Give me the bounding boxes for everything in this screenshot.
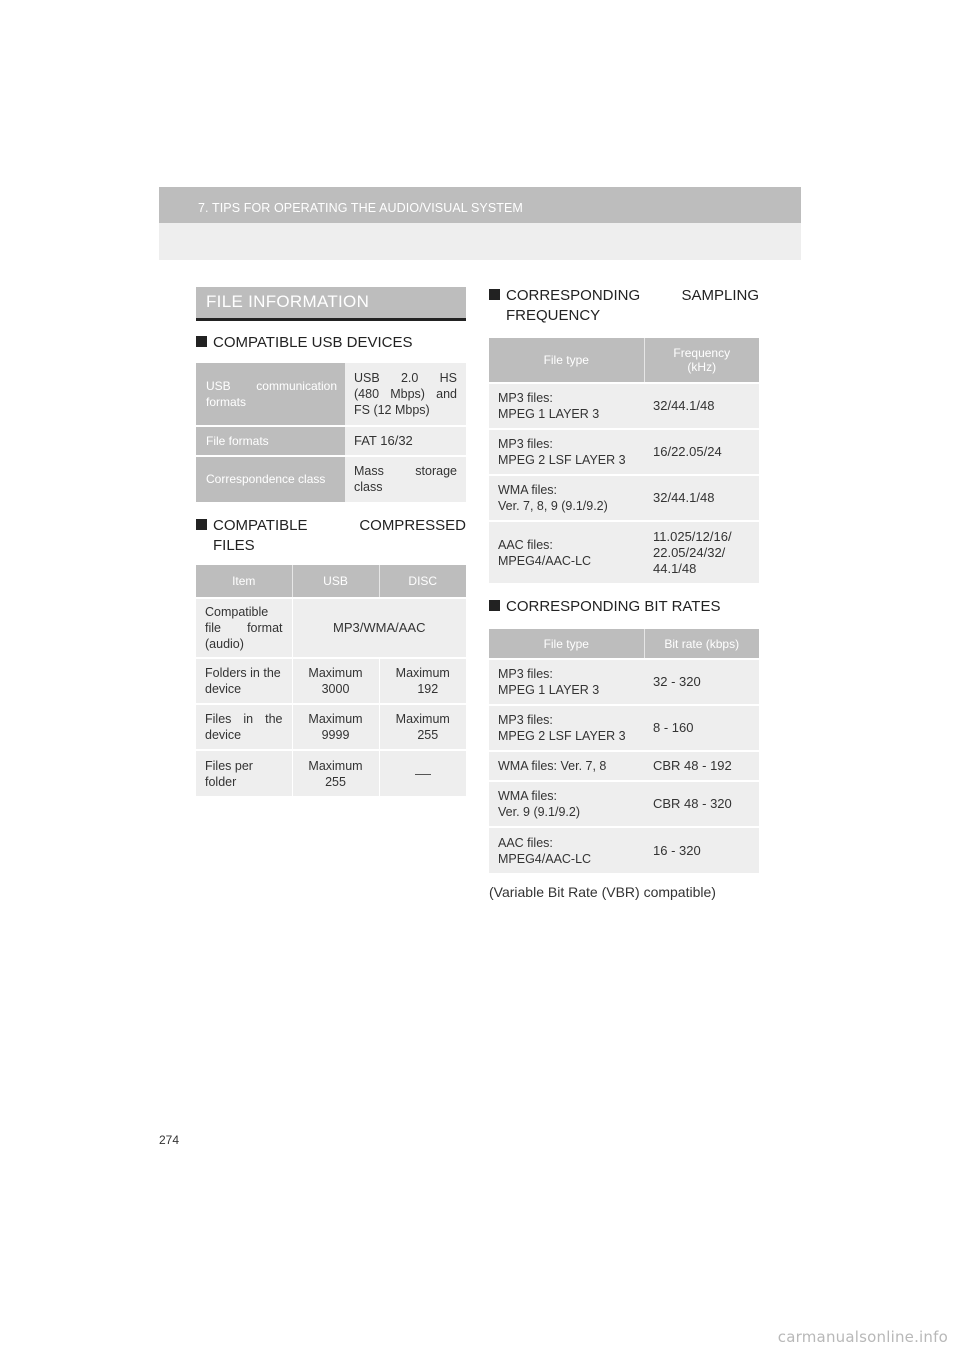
table-row <box>196 426 466 456</box>
col-header-bit-rate: Bit rate (kbps) <box>644 629 759 659</box>
file-type-cell: WMA files: Ver. 7, 8 <box>489 751 644 781</box>
bit-rate-cell: CBR 48 - 192 <box>644 751 759 781</box>
square-bullet-icon <box>489 600 500 611</box>
table-row <box>196 598 466 658</box>
chapter-header <box>159 187 801 260</box>
col-header-file-type: File type <box>489 338 644 383</box>
sampling-table <box>489 338 759 583</box>
bit-rate-cell: 16 - 320 <box>644 827 759 873</box>
usb-comm-value: USB 2.0 HS (480 Mbps) and FS (12 Mbps) <box>345 363 466 426</box>
item-cell: Folders in the device <box>196 658 292 704</box>
col-header-disc: DISC <box>379 565 466 598</box>
file-formats-label: File formats <box>196 426 345 456</box>
frequency-cell: 32/44.1/48 <box>644 383 759 429</box>
file-type-cell: WMA files: Ver. 9 (9.1/9.2) <box>489 781 644 827</box>
file-type-cell: MP3 files: MPEG 1 LAYER 3 <box>489 659 644 705</box>
col-header-item: Item <box>196 565 292 598</box>
dash-mark <box>415 774 431 775</box>
square-bullet-icon <box>196 519 207 530</box>
table-row <box>489 827 759 873</box>
page-number: 274 <box>159 1133 180 1147</box>
compressed-files-heading: COMPATIBLE COMPRESSED FILES <box>196 516 466 556</box>
compressed-files-table <box>196 565 466 796</box>
square-bullet-icon <box>489 289 500 300</box>
usb-comm-label: USB communication formats <box>196 363 345 426</box>
frequency-cell: 11.025/12/16/ 22.05/24/32/ 44.1/48 <box>644 521 759 583</box>
disc-value-cell: Maximum 255 <box>379 704 466 750</box>
usb-value-cell: Maximum 9999 <box>292 704 379 750</box>
table-row <box>489 383 759 429</box>
sampling-heading: CORRESPONDING SAMPLING FREQUENCY <box>489 286 759 326</box>
table-row <box>196 363 466 426</box>
file-type-cell: WMA files: Ver. 7, 8, 9 (9.1/9.2) <box>489 475 644 521</box>
col-header-usb: USB <box>292 565 379 598</box>
correspondence-class-value: Mass storage class <box>345 456 466 502</box>
table-row <box>489 751 759 781</box>
bitrates-heading: CORRESPONDING BIT RATES <box>489 597 759 617</box>
usb-devices-table <box>196 362 466 502</box>
section-title-box <box>196 287 466 321</box>
vbr-note: (Variable Bit Rate (VBR) compatible) <box>489 884 716 900</box>
table-row <box>489 475 759 521</box>
bit-rate-cell: 8 - 160 <box>644 705 759 751</box>
item-cell: Files in the device <box>196 704 292 750</box>
frequency-cell: 16/22.05/24 <box>644 429 759 475</box>
table-row <box>489 705 759 751</box>
chapter-title: 7. TIPS FOR OPERATING THE AUDIO/VISUAL SYSTEM <box>198 201 523 215</box>
correspondence-class-label: Correspondence class <box>196 456 345 502</box>
table-row <box>196 704 466 750</box>
section-title: FILE INFORMATION <box>206 292 370 311</box>
table-row <box>489 781 759 827</box>
merged-value-cell: MP3/WMA/AAC <box>292 598 466 658</box>
table-header-row <box>489 629 759 659</box>
disc-value-cell <box>379 750 466 796</box>
usb-value-cell: Maximum 3000 <box>292 658 379 704</box>
table-row <box>196 750 466 796</box>
bitrates-table <box>489 629 759 873</box>
item-cell: Files per folder <box>196 750 292 796</box>
disc-value-cell: Maximum 192 <box>379 658 466 704</box>
file-type-cell: MP3 files: MPEG 2 LSF LAYER 3 <box>489 429 644 475</box>
table-row <box>489 659 759 705</box>
usb-value-cell: Maximum 255 <box>292 750 379 796</box>
table-row <box>196 658 466 704</box>
bit-rate-cell: CBR 48 - 320 <box>644 781 759 827</box>
table-row <box>489 521 759 583</box>
chapter-header-bar <box>159 187 801 223</box>
file-type-cell: AAC files: MPEG4/AAC-LC <box>489 521 644 583</box>
frequency-cell: 32/44.1/48 <box>644 475 759 521</box>
col-header-file-type: File type <box>489 629 644 659</box>
table-header-row <box>489 338 759 383</box>
bit-rate-cell: 32 - 320 <box>644 659 759 705</box>
square-bullet-icon <box>196 336 207 347</box>
table-row <box>489 429 759 475</box>
usb-devices-heading: COMPATIBLE USB DEVICES <box>196 333 466 353</box>
file-type-cell: MP3 files: MPEG 1 LAYER 3 <box>489 383 644 429</box>
table-row <box>196 456 466 502</box>
col-header-frequency: Frequency (kHz) <box>644 338 759 383</box>
table-header-row <box>196 565 466 598</box>
file-type-cell: AAC files: MPEG4/AAC-LC <box>489 827 644 873</box>
file-type-cell: MP3 files: MPEG 2 LSF LAYER 3 <box>489 705 644 751</box>
watermark: carmanualsonline.info <box>777 1328 948 1346</box>
file-formats-value: FAT 16/32 <box>345 426 466 456</box>
item-cell: Compatible file format (audio) <box>196 598 292 658</box>
